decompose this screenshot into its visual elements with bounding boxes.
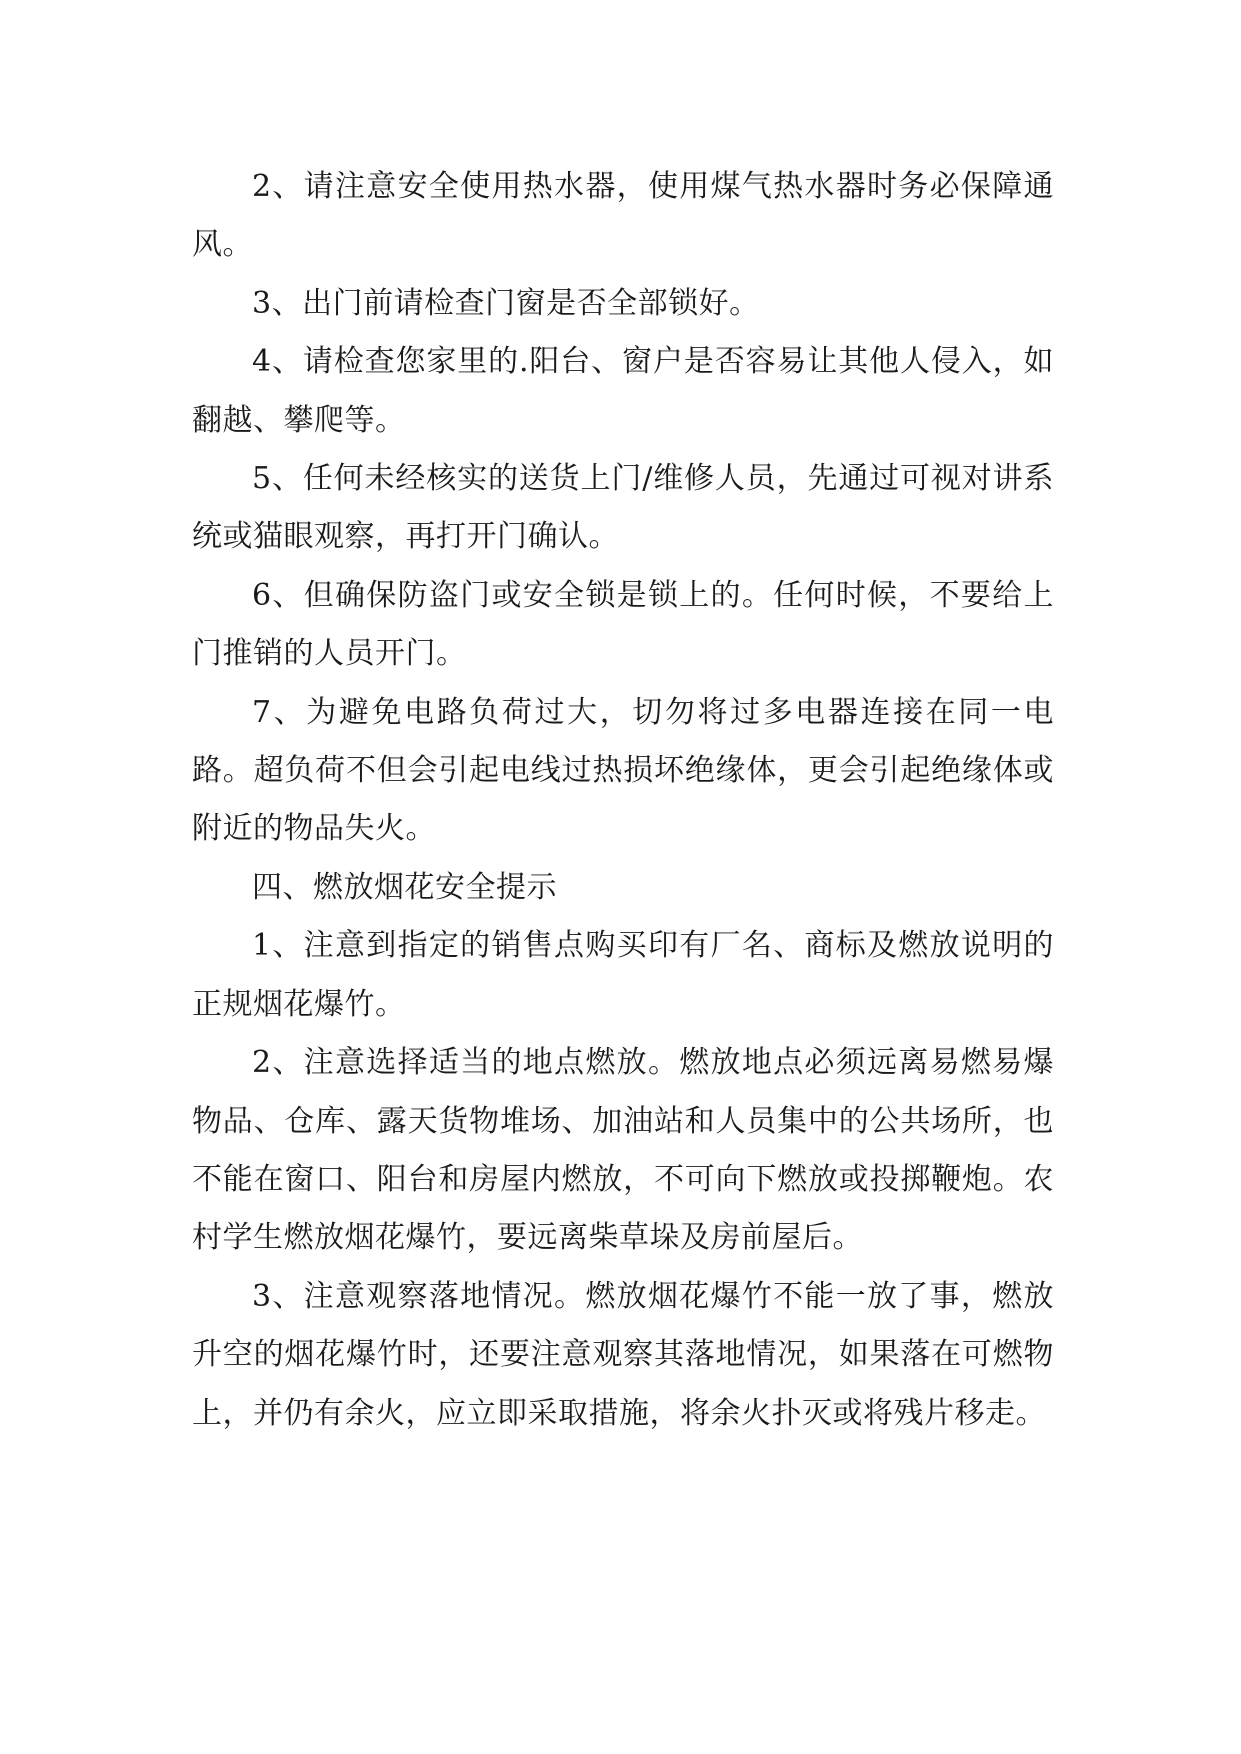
paragraph-lock-doors: 3、出门前请检查门窗是否全部锁好。 bbox=[252, 285, 760, 321]
paragraph-water-heater: 2、请注意安全使用热水器，使用煤气热水器时务必保障通风。 bbox=[192, 169, 1054, 263]
paragraph-buy-fireworks: 1、注意到指定的销售点购买印有厂名、商标及燃放说明的正规烟花爆竹。 bbox=[192, 928, 1054, 1022]
document-body bbox=[192, 158, 1054, 1443]
paragraph-delivery-verification: 5、任何未经核实的送货上门/维修人员，先通过可视对讲系统或猫眼观察，再打开门确认。 bbox=[192, 461, 1054, 555]
paragraph-circuit-overload: 7、为避免电路负荷过大，切勿将过多电器连接在同一电路。超负荷不但会引起电线过热损坏绝缘体，更会引起绝缘体或附近的物品失火。 bbox=[192, 694, 1054, 847]
paragraph-balcony-windows: 4、请检查您家里的.阳台、窗户是否容易让其他人侵入，如翻越、攀爬等。 bbox=[192, 344, 1054, 438]
paragraph-security-lock: 6、但确保防盗门或安全锁是锁上的。任何时候，不要给上门推销的人员开门。 bbox=[192, 577, 1054, 672]
paragraph-location: 2、注意选择适当的地点燃放。燃放地点必须远离易燃易爆物品、仓库、露天货物堆场、加油站和人员集中的公共场所，也不能在窗口、阳台和房屋内燃放，不可向下燃放或投掷鞭炮。农村学生燃放烟花爆竹，要远离柴草垛及房前屋后。 bbox=[192, 1045, 1054, 1256]
paragraph-landing: 3、注意观察落地情况。燃放烟花爆竹不能一放了事，燃放升空的烟花爆竹时，还要注意观察其落地情况，如果落在可燃物上，并仍有余火，应立即采取措施，将余火扑灭或将残片移走。 bbox=[192, 1278, 1054, 1431]
section-heading-fireworks: 四、燃放烟花安全提示 bbox=[252, 869, 557, 905]
